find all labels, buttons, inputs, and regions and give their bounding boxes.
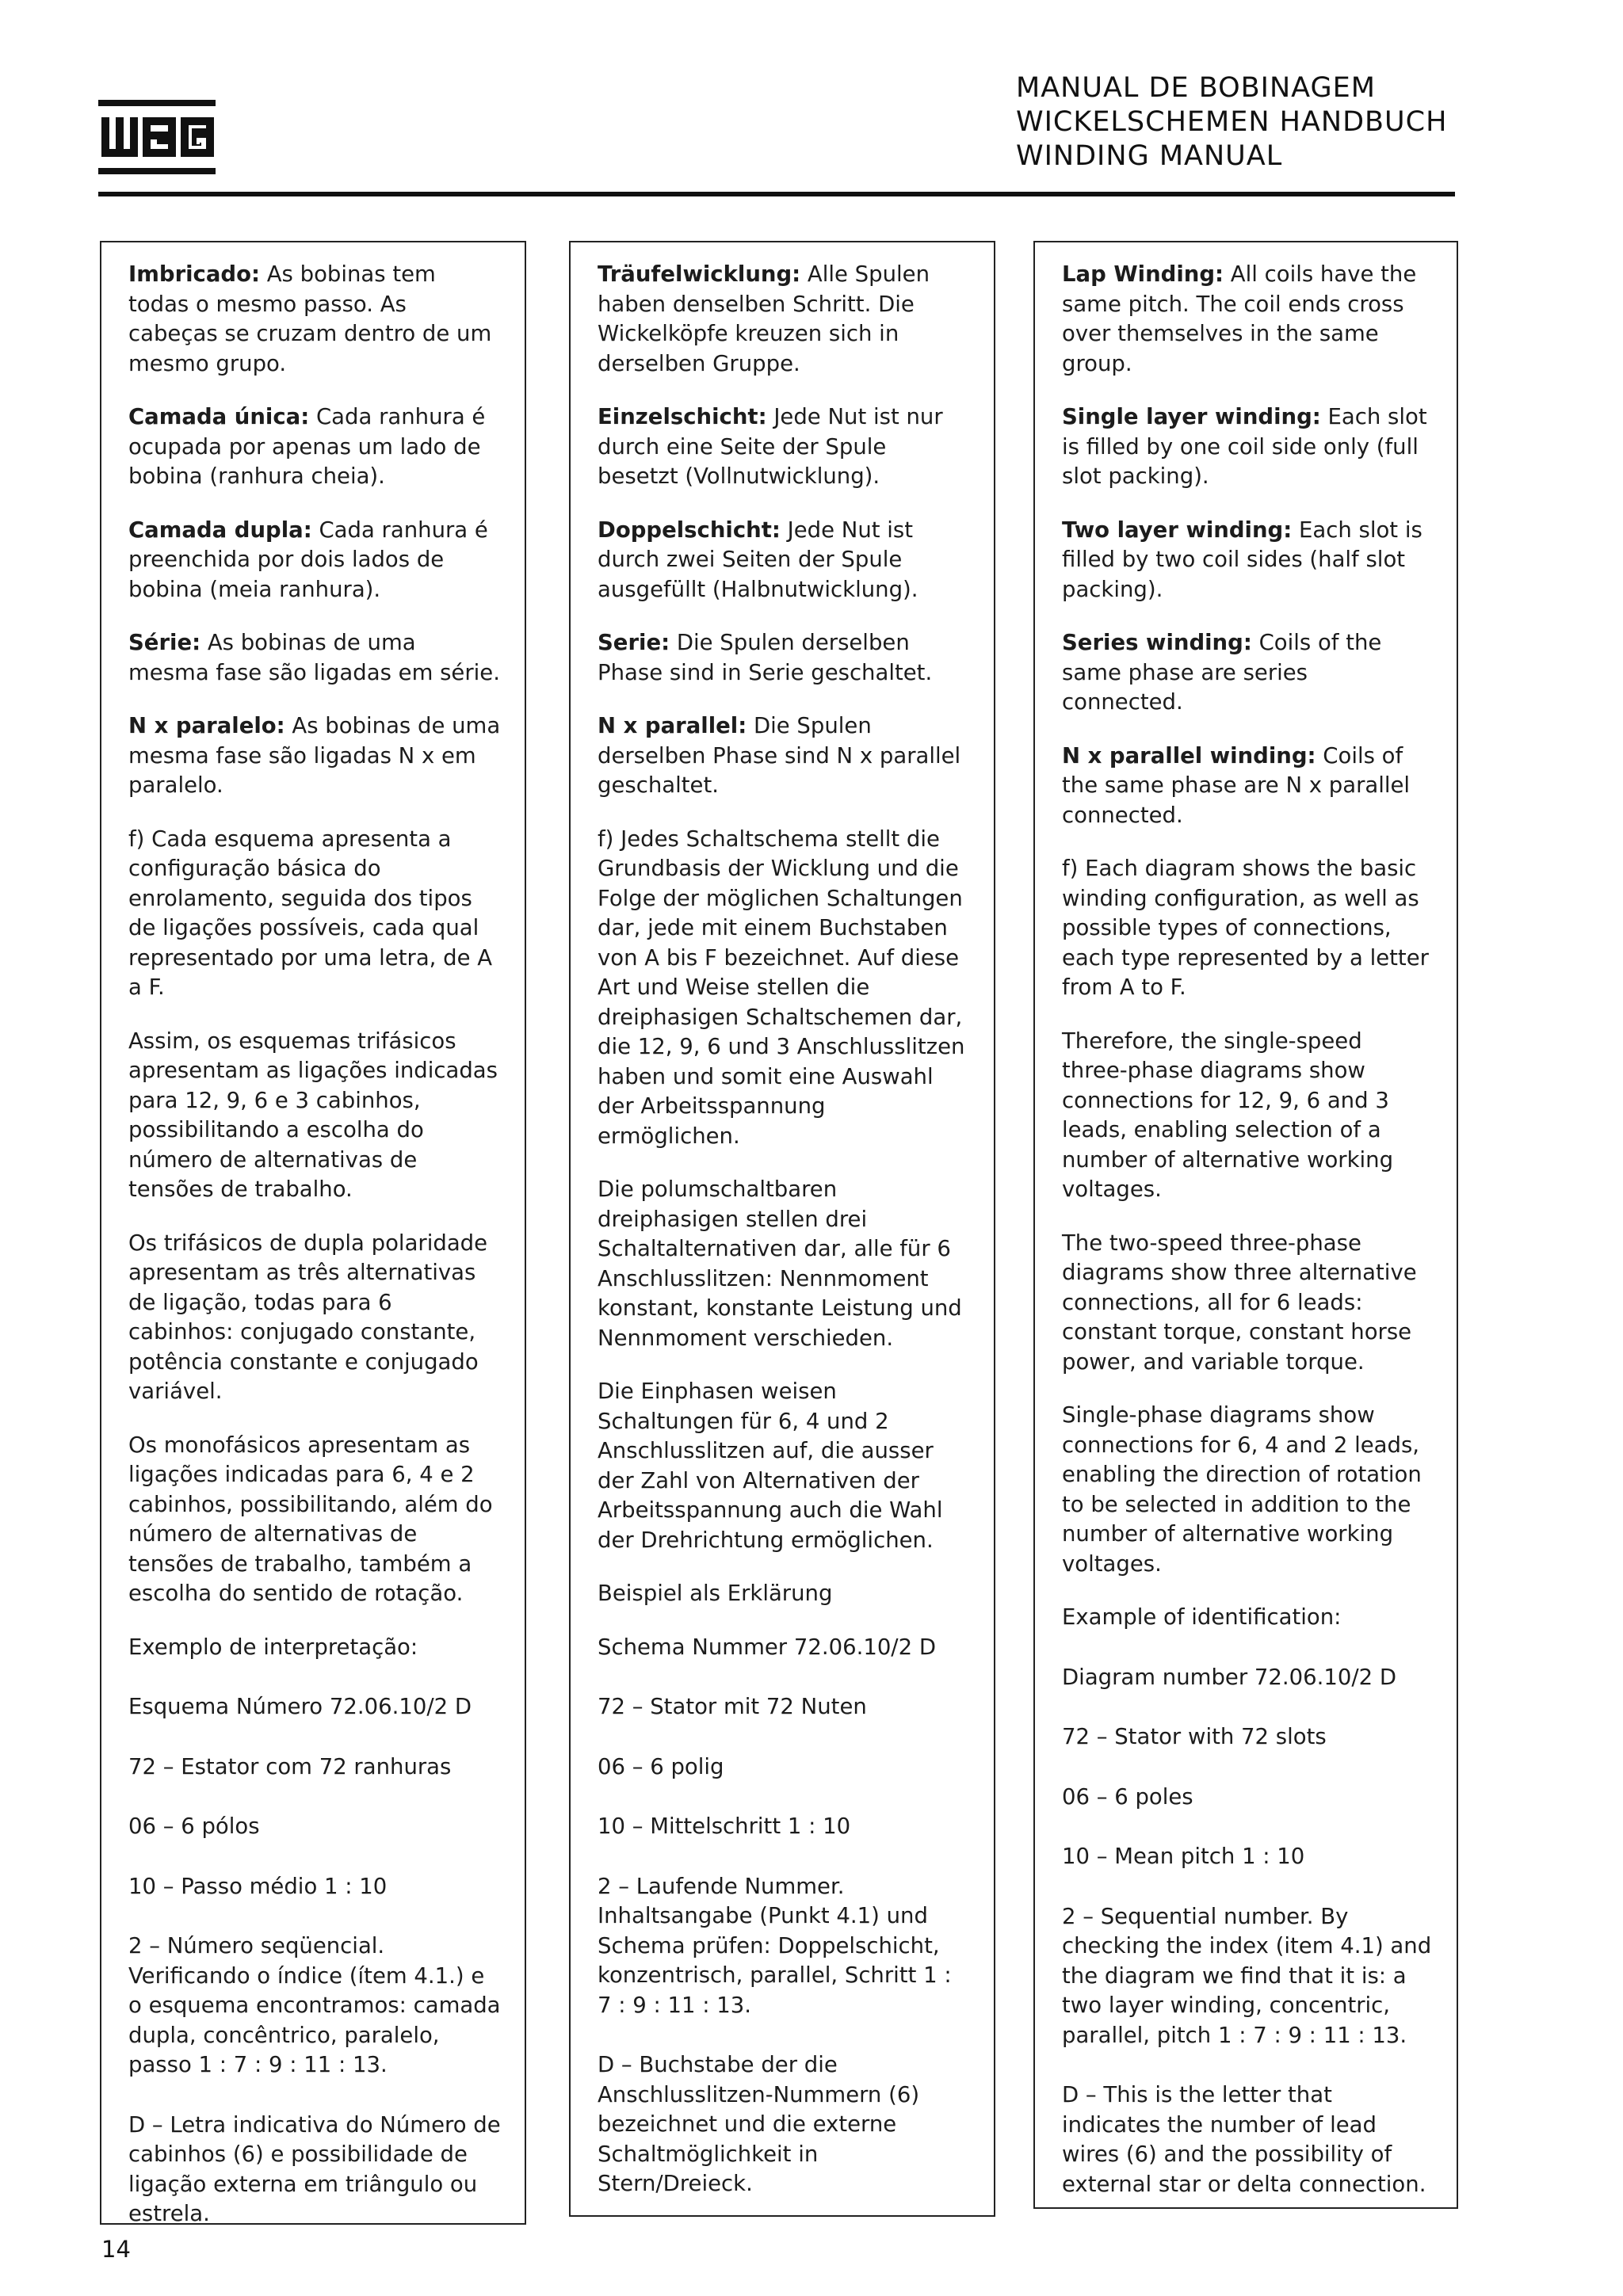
paragraph [598,711,970,801]
paragraph [598,402,970,492]
paragraph-text: 06 – 6 pólos [128,1814,260,1839]
paragraph-text: Esquema Número 72.06.10/2 D [128,1694,472,1719]
paragraph-text: Diagram number 72.06.10/2 D [1062,1664,1397,1690]
paragraph [128,1027,501,1205]
paragraph [128,825,501,1003]
paragraph [1062,516,1433,605]
paragraph [598,1175,970,1353]
paragraph-text: As bobinas tem todas o mesmo passo. As cabeças se cruzam dentro de um mesmo grupo. [128,261,492,376]
paragraph-text: 10 – Passo médio 1 : 10 [128,1873,388,1899]
weg-logo [98,100,216,179]
column-portuguese [100,241,526,2225]
term-label: Single layer winding: [1062,404,1321,429]
paragraph-text: 10 – Mittelschritt 1 : 10 [598,1814,851,1839]
term-label: Doppelschicht: [598,517,781,543]
paragraph-text: The two-speed three-phase diagrams show three alternative connections, all for 6 leads: constant torque, constant horse power, and variable torque. [1062,1230,1417,1375]
paragraph [598,825,970,1152]
paragraph [1062,1603,1433,1633]
paragraph-text: Die Einphasen weisen Schaltungen für 6, 4 und 2 Anschlusslitzen auf, die ausser der Zahl von Alternativen der Arbeitsspannung auch die Wahl der Drehrichtung ermöglichen. [598,1379,943,1553]
paragraph-text: Os monofásicos apresentam as ligações indicadas para 6, 4 e 2 cabinhos, possibilitando, além do número de alternativas de tensões de trabalho, também a escolha do sentido de rotação. [128,1432,493,1606]
paragraph-text: 06 – 6 polig [598,1753,724,1779]
paragraph [128,711,501,801]
paragraph [1062,1229,1433,1378]
paragraph-text: Coils of the same phase are series connected. [1062,630,1382,715]
paragraph [598,260,970,379]
paragraph-text: Each slot is filled by two coil sides (half slot packing). [1062,517,1423,602]
paragraph [128,2111,501,2229]
paragraph-text: Cada ranhura é ocupada por apenas um lado de bobina (ranhura cheia). [128,404,486,489]
paragraph-text: Die polumschaltbaren dreiphasigen stellen drei Schaltalternativen dar, alle für 6 Anschlusslitzen: Nennmoment konstant, konstante Leistung und Nennmoment verschieden. [598,1177,962,1351]
paragraph-text: Alle Spulen haben denselben Schritt. Die Wickelköpfe kreuzen sich in derselben Gruppe. [598,261,930,376]
paragraph-text: Exemplo de interpretação: [128,1634,418,1660]
paragraph-text: As bobinas de uma mesma fase são ligadas em série. [128,630,500,685]
paragraph-text: f) Jedes Schaltschema stellt die Grundbasis der Wicklung und die Folge der möglichen Schaltungen dar, jede mit einem Buchstaben von A bis F bezeichnet. Auf diese Art und Weise stellen die dreiphasigen Schaltschemen dar, die 12, 9, 6 und 3 Anschlusslitzen haben und somit eine Auswahl der Arbeitsspannung ermöglichen. [598,826,965,1149]
term-label: Einzelschicht: [598,404,767,429]
term-label: Camada única: [128,404,310,429]
paragraph-text: Example of identification: [1062,1604,1342,1630]
paragraph [128,1431,501,1609]
paragraph-text: D – This is the letter that indicates the number of lead wires (6) and the possibility of external star or delta connection. [1062,2082,1426,2197]
paragraph-text: All coils have the same pitch. The coil ends cross over themselves in the same group. [1062,261,1417,376]
paragraph [1062,1663,1433,1693]
paragraph-text: 72 – Estator com 72 ranhuras [128,1753,452,1779]
paragraph [128,1932,501,2081]
paragraph-text: Die Spulen derselben Phase sind N x parallel geschaltet. [598,713,961,798]
term-label: Camada dupla: [128,517,312,543]
title-english: WINDING MANUAL [1016,140,1283,172]
paragraph [598,1579,970,1609]
header-divider [98,192,1455,196]
column-english [1033,241,1458,2209]
paragraph [1062,1027,1433,1205]
paragraph [128,1753,501,1783]
term-label: Lap Winding: [1062,261,1224,287]
paragraph-text: D – Letra indicativa do Número de cabinhos (6) e possibilidade de ligação externa em triângulo ou estrela. [128,2111,501,2226]
title-portuguese: MANUAL DE BOBINAGEM [1016,72,1376,104]
paragraph [598,1692,970,1722]
paragraph [598,1377,970,1555]
paragraph [1062,854,1433,1003]
paragraph-text: 72 – Stator mit 72 Nuten [598,1694,867,1719]
paragraph [1062,1902,1433,2051]
paragraph [128,516,501,605]
paragraph-text: Die Spulen derselben Phase sind in Serie geschaltet. [598,630,933,685]
paragraph-text: Coils of the same phase are N x parallel connected. [1062,742,1411,828]
paragraph-text: D – Buchstabe der die Anschlusslitzen-Nummern (6) bezeichnet und die externe Schaltmöglichkeit in Stern/Dreieck. [598,2052,920,2196]
term-label: Serie: [598,630,670,655]
paragraph-text: Assim, os esquemas trifásicos apresentam as ligações indicadas para 12, 9, 6 e 3 cabinhos, possibilitando a escolha do número de alternativas de tensões de trabalho. [128,1028,498,1202]
term-label: N x parallel winding: [1062,742,1316,769]
paragraph [128,1812,501,1842]
term-label: Series winding: [1062,630,1252,655]
paragraph-text: f) Each diagram shows the basic winding configuration, as well as possible types of connections, each type represented by a letter from A to F. [1062,856,1429,1000]
paragraph [128,260,501,379]
paragraph [128,1872,501,1902]
paragraph [1062,1842,1433,1872]
paragraph-text: As bobinas de uma mesma fase são ligadas N x em paralelo. [128,713,501,798]
paragraph-text: Each slot is filled by one coil side only (full slot packing). [1062,404,1427,489]
term-label: Série: [128,630,201,655]
paragraph [1062,1783,1433,1813]
paragraph-text: Jede Nut ist nur durch eine Seite der Spule besetzt (Vollnutwicklung). [598,404,943,489]
paragraph [598,628,970,688]
paragraph [1062,260,1433,379]
paragraph-text: Single-phase diagrams show connections for 6, 4 and 2 leads, enabling the direction of rotation to be selected in addition to the number of alternative working voltages. [1062,1402,1422,1577]
paragraph-text: 2 – Sequential number. By checking the index (item 4.1) and the diagram we find that it is: a two layer winding, concentric, parallel, pitch 1 : 7 : 9 : 11 : 13. [1062,1903,1432,2048]
paragraph [1062,628,1433,718]
paragraph [598,2050,970,2199]
paragraph [598,1812,970,1842]
page-number: 14 [101,2236,131,2263]
paragraph [1062,742,1433,831]
paragraph-text: Beispiel als Erklärung [598,1581,833,1606]
paragraph [1062,1401,1433,1579]
paragraph [128,1692,501,1722]
paragraph-text: 2 – Laufende Nummer. Inhaltsangabe (Punkt 4.1) und Schema prüfen: Doppelschicht, konzentrisch, parallel, Schritt 1 : 7 : 9 : 11 : 13. [598,1873,952,2018]
term-label: N x parallel: [598,713,747,738]
paragraph-text: f) Cada esquema apresenta a configuração básica do enrolamento, seguida dos tipos de ligações possíveis, cada qual representado por uma letra, de A a F. [128,826,493,1000]
term-label: Two layer winding: [1062,517,1293,543]
paragraph [598,516,970,605]
paragraph-text: Therefore, the single-speed three-phase diagrams show connections for 12, 9, 6 and 3 leads, enabling selection of a number of alternative working voltages. [1062,1028,1394,1202]
manual-title-block [1016,71,1447,174]
term-label: Imbricado: [128,261,260,287]
paragraph [1062,1722,1433,1753]
paragraph [598,1872,970,2021]
paragraph-text: 10 – Mean pitch 1 : 10 [1062,1844,1305,1869]
paragraph [128,402,501,492]
term-label: Träufelwicklung: [598,261,801,287]
paragraph-text: 2 – Número seqüencial. Verificando o índice (ítem 4.1.) e o esquema encontramos: camada dupla, concêntrico, paralelo, passo 1 : 7 : 9 : 11 : 13. [128,1933,501,2077]
paragraph-text: 06 – 6 poles [1062,1783,1193,1810]
term-label: N x paralelo: [128,713,285,738]
paragraph-text: 72 – Stator with 72 slots [1062,1724,1327,1749]
paragraph [128,1633,501,1663]
column-german [569,241,995,2217]
paragraph-text: Jede Nut ist durch zwei Seiten der Spule ausgefüllt (Halbnutwicklung). [598,517,918,602]
paragraph-text: Cada ranhura é preenchida por dois lados de bobina (meia ranhura). [128,517,488,602]
paragraph-text: Os trifásicos de dupla polaridade apresentam as três alternativas de ligação, todas para 6 cabinhos: conjugado constante, potência constante e conjugado variável. [128,1230,488,1404]
paragraph [1062,2081,1433,2199]
title-german: WICKELSCHEMEN HANDBUCH [1016,106,1448,138]
paragraph [598,1633,970,1663]
paragraph [128,1229,501,1407]
paragraph-text: Schema Nummer 72.06.10/2 D [598,1634,936,1660]
paragraph [128,628,501,688]
paragraph [598,1753,970,1783]
paragraph [1062,402,1433,492]
